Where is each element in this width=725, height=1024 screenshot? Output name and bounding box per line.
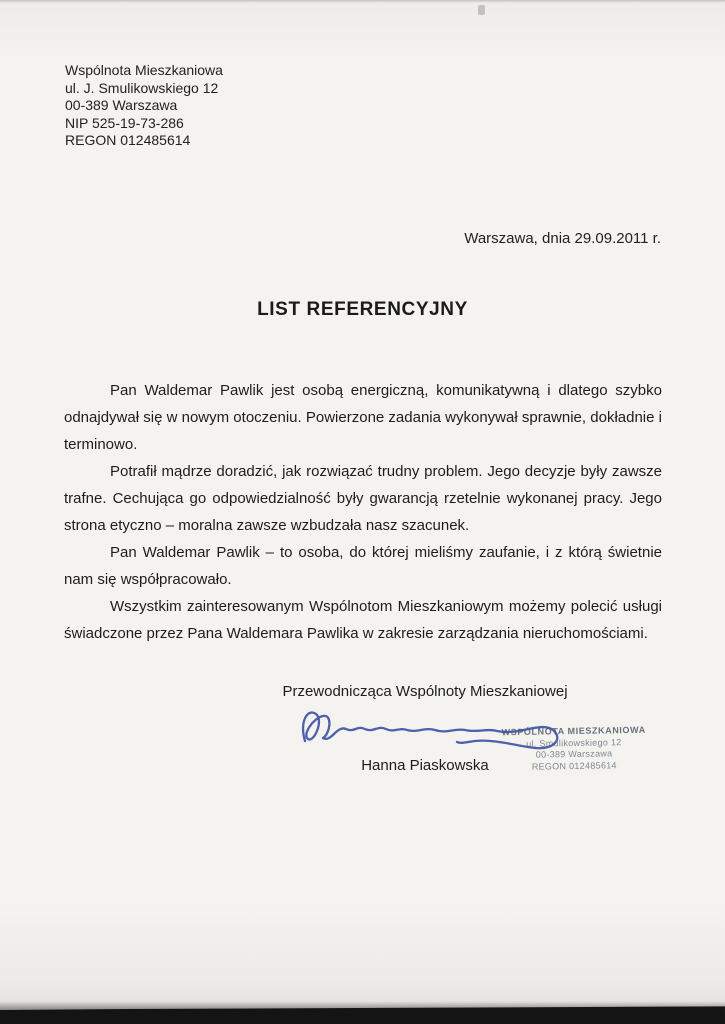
sender-address-block <box>65 62 223 150</box>
stamp-city: 00-389 Warszawa <box>535 748 613 760</box>
signature-name: Hanna Piaskowska <box>361 757 489 774</box>
paragraph-3: Pan Waldemar Pawlik – to osoba, do której mieliśmy zaufanie, i z którą świetnie nam się współpracowało. <box>64 544 662 588</box>
paragraph-1: Pan Waldemar Pawlik jest osobą energiczną, komunikatywną i dlatego szybko odnajdywał się w nowym otoczeniu. Powierzone zadania wykonywał sprawnie, dokładnie i terminowo. <box>64 382 662 453</box>
scan-edge-bottom <box>0 1006 725 1024</box>
signature-role: Przewodnicząca Wspólnoty Mieszkaniowej <box>282 683 568 700</box>
scan-edge-top <box>0 0 725 3</box>
sender-nip: NIP 525-19-73-286 <box>65 114 184 131</box>
sender-name: Wspólnota Mieszkaniowa <box>65 62 223 78</box>
letter-body <box>64 377 662 647</box>
sender-regon: REGON 012485614 <box>65 132 191 148</box>
letter-title: LIST REFERENCYJNY <box>257 299 468 320</box>
sender-city: 00-389 Warszawa <box>65 97 178 113</box>
scan-artifact <box>478 5 485 15</box>
stamp-company-name: WSPÓLNOTA MIESZKANIOWA <box>501 724 646 738</box>
sender-street: ul. J. Smulikowskiego 12 <box>65 79 219 96</box>
stamp-street: ul. Smulikowskiego 12 <box>526 736 622 749</box>
paragraph-4: Wszystkim zainteresowanym Wspólnotom Mieszkaniowym możemy polecić usługi świadczone przez Pana Waldemara Pawlika w zakresie zarządzania nieruchomościami. <box>64 598 662 642</box>
date-line: Warszawa, dnia 29.09.2011 r. <box>464 230 661 247</box>
handwritten-signature <box>295 703 595 758</box>
stamp-regon: REGON 012485614 <box>531 759 617 772</box>
paragraph-2: Potrafił mądrze doradzić, jak rozwiązać trudny problem. Jego decyzje były zawsze trafne. Cechująca go odpowiedzialność były gwarancją rzetelnie wykonanej pracy. Jego strona etyczno – moralna zawsze wzbudzała nasz szacunek. <box>64 463 662 534</box>
